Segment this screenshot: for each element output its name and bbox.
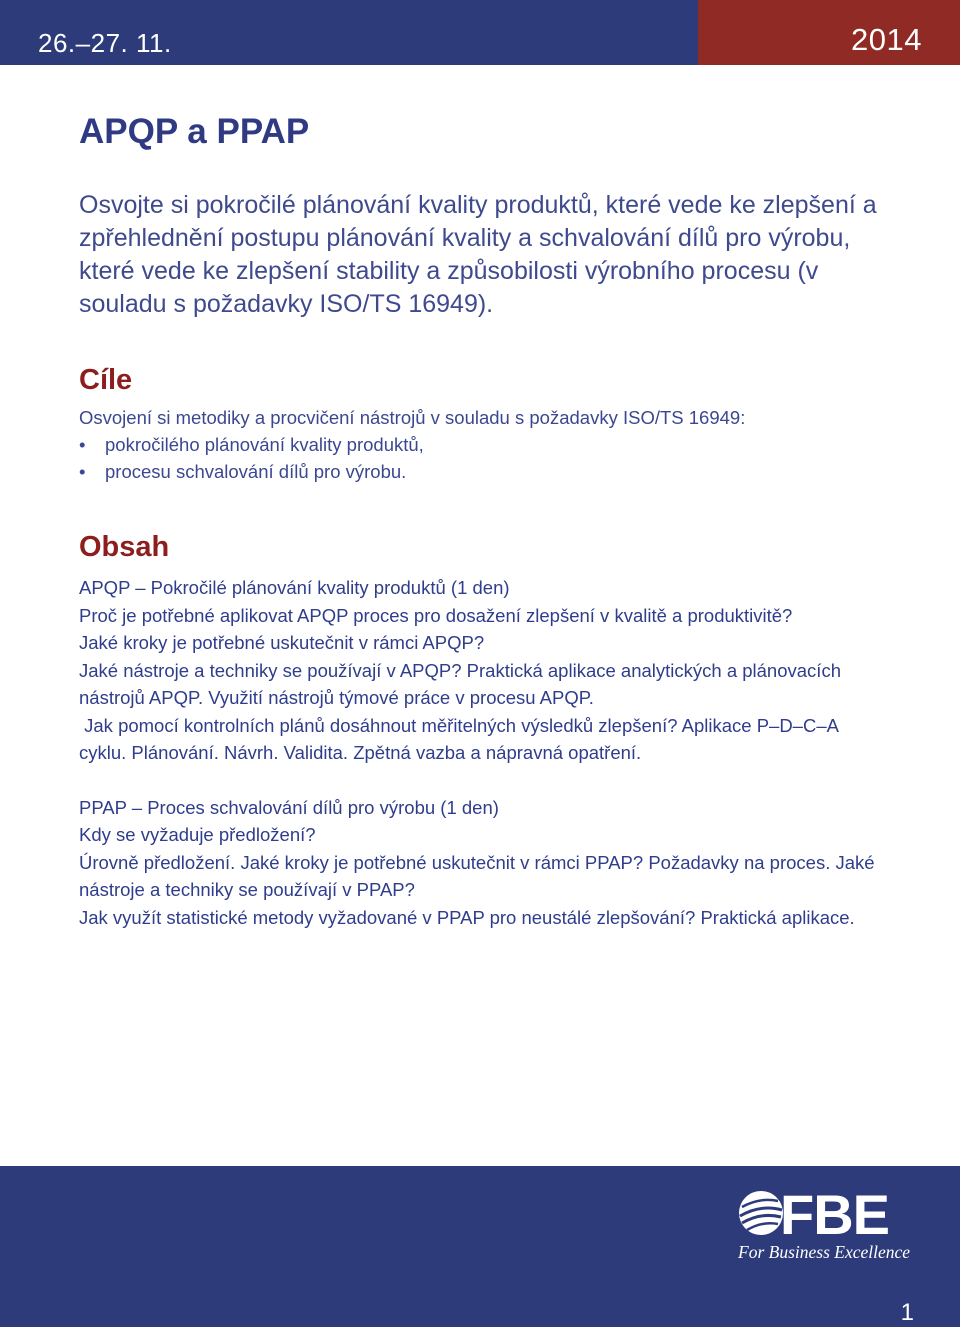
event-dates: 26.–27. 11. [38,28,172,58]
year-box [698,0,960,65]
header-bar [0,0,960,65]
footer-bar [0,1166,960,1327]
apqp-line: Jaké kroky je potřebné uskutečnit v rámci APQP? [79,632,485,653]
list-item [79,431,899,458]
ppap-line: PPAP – Proces schvalování dílů pro výrobu (1 den) [79,796,499,818]
apqp-line: cyklu. Plánování. Návrh. Validita. Zpětná vazba a nápravná opatření. [79,742,642,763]
apqp-line: Jak pomocí kontrolních plánů dosáhnout měřitelných výsledků zlepšení? Aplikace P–D–C–A [79,714,839,736]
bullet-icon: • [79,434,86,455]
apqp-line: APQP – Pokročilé plánování kvality produktů (1 den) [79,577,510,598]
apqp-line: Jaké nástroje a techniky se používají v APQP? Praktická aplikace analytických a plánovacích [79,659,841,681]
ppap-block [79,794,899,932]
apqp-block [79,574,899,767]
ppap-line: Úrovně předložení. Jaké kroky je potřebné uskutečnit v rámci PPAP? Požadavky na proces. Jaké [79,851,875,873]
section-heading-obsah: Obsah [79,531,170,563]
logo-tagline: For Business Excellence [738,1242,911,1262]
lead-paragraph: Osvojte si pokročilé plánování kvality produktů, které vede ke zlepšení a zpřehlednění postupu plánování kvality a schvalování dílů pro výrobu, které vede ke zlepšení stability a způsobilosti výrobního procesu (v souladu s požadavky ISO/TS 16949). [79,191,877,318]
bullet-icon: • [79,461,86,482]
list-item-text: pokročilého plánování kvality produktů, [105,434,424,455]
page-number: 1 [900,1299,914,1326]
ppap-line: nástroje a techniky se používají v PPAP? [79,879,415,900]
cile-intro: Osvojení si metodiky a procvičení nástrojů v souladu s požadavky ISO/TS 16949: [79,407,746,428]
list-item-text: procesu schvalování dílů pro výrobu. [105,461,407,482]
fbe-logo [738,1183,928,1270]
ppap-line: Jak využít statistické metody vyžadované v PPAP pro neustálé zlepšování? Praktická aplikace. [79,906,855,928]
globe-icon [738,1190,784,1236]
ppap-line: Kdy se vyžaduje předložení? [79,824,316,845]
page-title: APQP a PPAP [79,112,310,151]
main-content [79,110,899,931]
apqp-line: nástrojů APQP. Využití nástrojů týmové práce v procesu APQP. [79,687,594,708]
logo-wordmark: FBE [780,1183,889,1246]
cile-list [79,431,899,485]
section-obsah [79,530,899,931]
section-cile [79,363,899,485]
apqp-line: Proč je potřebné aplikovat APQP proces pro dosažení zlepšení v kvalitě a produktivitě? [79,604,793,626]
event-year: 2014 [851,22,922,57]
section-heading-cile: Cíle [79,364,133,396]
list-item [79,458,899,485]
